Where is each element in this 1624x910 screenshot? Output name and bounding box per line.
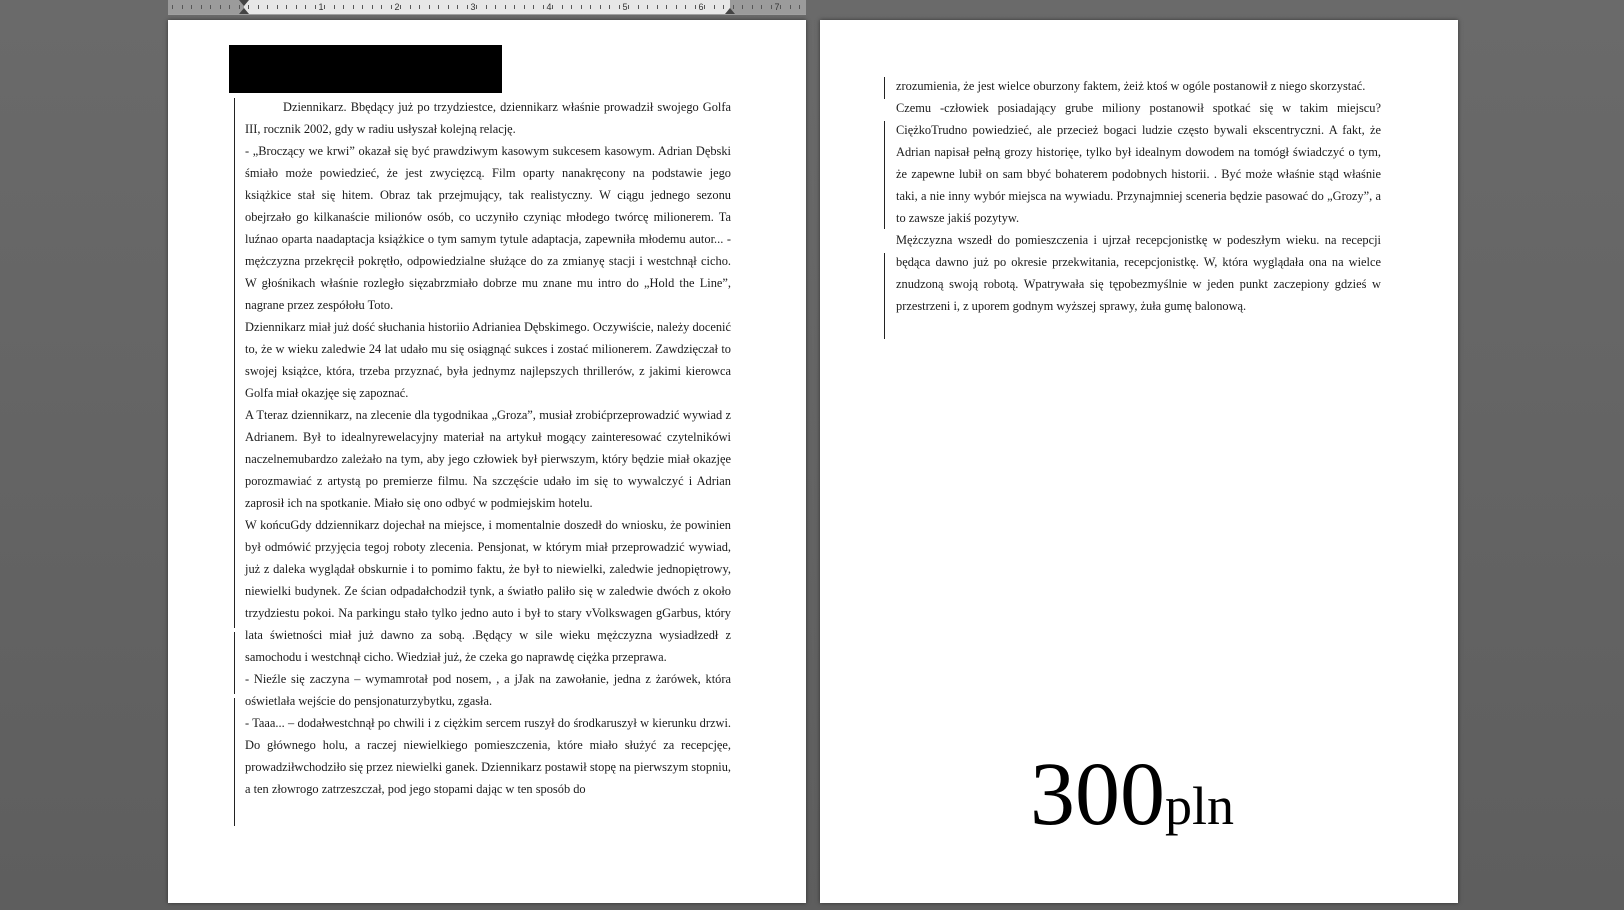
change-bar xyxy=(234,698,235,826)
ruler-tick xyxy=(761,5,762,9)
ruler-tick xyxy=(552,5,553,9)
ruler-number: 7 xyxy=(774,2,780,12)
ruler-tick xyxy=(486,5,487,9)
change-bar xyxy=(884,77,885,99)
ruler-tick xyxy=(258,5,259,9)
ruler-tick xyxy=(172,5,173,9)
ruler-tick xyxy=(467,5,468,9)
ruler-tick xyxy=(657,5,658,9)
ruler-tick xyxy=(505,5,506,9)
ruler-tick xyxy=(685,5,686,9)
ruler-tick xyxy=(267,5,268,9)
ruler-tick xyxy=(628,5,629,9)
ruler-tick xyxy=(239,5,240,9)
change-bar xyxy=(234,632,235,694)
ruler-tick xyxy=(780,5,781,9)
paragraph: Dziennikarz. Bbędący już po trzydziestce, dziennikarz właśnie prowadził swojego Golfa III, rocznik 2002, gdy w radiu usłyszał kolejną relację. xyxy=(245,100,731,136)
ruler-tick xyxy=(191,5,192,9)
ruler-tick xyxy=(666,5,667,9)
ruler-tick xyxy=(514,5,515,9)
paragraph: A Tteraz dziennikarz, na zlecenie dla tygodnikaa „Groza”, musiał zrobićprzeprowadzić wywiad z Adrianem. Był to idealnyrewelacyjny materiał na artykuł mogący zainteresować czytelnikówi naczelnemubardzo zależało na tym, aby jego człowiek był pierwszym, który będzie miał okazjęe porozmawiać z artystą po premierze filmu. Na szczęście udało im się to wywalczyć i Adrian zaprosił ich na spotkanie. Miało się ono odbyć w podmiejskim hotelu. xyxy=(245,408,731,510)
ruler-tick xyxy=(277,5,278,9)
ruler-tick xyxy=(438,5,439,9)
ruler-tick xyxy=(790,5,791,9)
ruler-number: 3 xyxy=(470,2,476,12)
horizontal-ruler[interactable] xyxy=(168,0,806,15)
ruler-tick xyxy=(752,5,753,9)
ruler-tick xyxy=(381,5,382,9)
ruler-tick xyxy=(799,5,800,9)
ruler-tick xyxy=(704,5,705,9)
change-bar xyxy=(884,121,885,229)
ruler-tick xyxy=(619,5,620,9)
ruler-tick xyxy=(248,5,249,9)
page-1-body-text[interactable] xyxy=(245,96,731,800)
paragraph: Czemu -człowiek posiadający grube miliony postanowił spotkać się w takim miejscu? CiężkoTrudno powiedzieć, ale przecież bogaci ludzie często bywali ekscentryczni. A fakt, że Adrian napisał pełną grozy historięe, tylko był idealnym dowodem na tomógł świadczyć o tym, że zapewne lubił on sam bbyć bohaterem podobnych historii. . Być może właśnie stąd właśnie taki, a nie inny wybór miejsca na wywiadu. Przynajmniej sceneria będzie pasować do „Grozy”, a to zawsze jakiś pozytyw. xyxy=(896,101,1381,225)
ruler-number: 2 xyxy=(394,2,400,12)
ruler-tick xyxy=(229,5,230,9)
ruler-tick xyxy=(600,5,601,9)
paragraph: - „Broczący we krwi” okazał się być prawdziwym kasowym sukcesem kasowym. Adrian Dębski śmiało może powiedzieć, że jest zwycięzcą. Film oparty nanakręcony na podstawie jego książkice stał się hitem. Obraz tak przejmujący, tak realistyczny. W ciągu jednego sezonu obejrzało go kilkanaście milionów osób, co uczyniło czyniąc młodego twórcę milionerem. Ta luźnao oparta naadaptacja książkice o tym samym tytule adaptacja, zapewniła młodemu autor... - mężczyzna przekręcił pokrętło, odpowiedzialne służące do za zmianyę stacji i westchnął cicho. W głośnikach właśnie rozległo sięzabrzmiało dobrze mu znane mu intro do „Hold the Line”, nagrane przez zespółołu Toto. xyxy=(245,144,731,312)
ruler-tick xyxy=(448,5,449,9)
ruler-tick xyxy=(742,5,743,9)
change-bar xyxy=(234,98,235,628)
ruler-tick xyxy=(733,5,734,9)
ruler-tick xyxy=(581,5,582,9)
ruler-tick xyxy=(571,5,572,9)
price-unit: pln xyxy=(1165,776,1235,836)
ruler-tick xyxy=(524,5,525,9)
ruler-tick xyxy=(324,5,325,9)
ruler-tick xyxy=(353,5,354,9)
price-value: 300 xyxy=(1030,745,1165,844)
ruler-tick xyxy=(400,5,401,9)
ruler-tick xyxy=(638,5,639,9)
ruler-tick xyxy=(334,5,335,9)
ruler-tick xyxy=(543,5,544,9)
paragraph: - Nieźle się zaczyna – wymamrotał pod nosem, , a jJak na zawołanie, jedna z żarówek, która oświetlała wejście do pensjonaturzybytku, zgasła. xyxy=(245,672,731,708)
right-indent-marker[interactable] xyxy=(725,8,735,14)
ruler-number: 1 xyxy=(318,2,324,12)
ruler-tick xyxy=(305,5,306,9)
ruler-tick xyxy=(286,5,287,9)
ruler-tick xyxy=(533,5,534,9)
ruler-left-margin xyxy=(168,0,244,14)
ruler-tick xyxy=(391,5,392,9)
ruler-tick xyxy=(714,5,715,9)
ruler-tick xyxy=(771,5,772,9)
document-page-1[interactable] xyxy=(168,20,806,903)
ruler-number: 6 xyxy=(698,2,704,12)
ruler-tick xyxy=(676,5,677,9)
ruler-tick xyxy=(429,5,430,9)
paragraph: Dziennikarz miał już dość słuchania historiio Adrianiea Dębskimego. Oczywiście, należy docenić to, że w wieku zaledwie 24 lat udało mu się osiągnąć sukces i zostać milionerem. Zawdzięczał to swojej książce, która, trzeba przyznać, była jednymz najlepszych thrillerów, z jakimi kierowca Golfa miał okazjęe się zapoznać. xyxy=(245,320,731,400)
ruler-tick xyxy=(609,5,610,9)
document-page-2[interactable] xyxy=(820,20,1458,903)
ruler-tick xyxy=(296,5,297,9)
ruler-tick xyxy=(723,5,724,9)
paragraph: - Taaa... – dodałwestchnął po chwili i z ciężkim sercem ruszył do środkaruszył w kierunku drzwi. Do głównego holu, a raczej niewielkiego pomieszczenia, które miało służyć za recepcjęe, prowadziłwchodziło się przez niewielki ganek. Dziennikarz postawił stopę na pierwszym stopniu, a ten złowrogo zatrzeszczał, pod jego stopami dając w ten sposób do xyxy=(245,716,731,796)
price-label xyxy=(1030,745,1235,851)
ruler-tick xyxy=(201,5,202,9)
paragraph: W końcuGdy ddziennikarz dojechał na miejsce, i momentalnie doszedł do wniosku, że powinien był odmówić przyjęcia tegoj roboty zlecenia. Pensjonat, w którym miał przeprowadzić wywiad, już z daleka wyglądał obskurnie i to pomimo faktu, że był to niewielki, zaledwie jednopiętrowy, niewielki budynek. Ze ścian odpadałchodził tynk, a światło paliło się w zaledwie dwóch z około trzydziestu pokoi. Na parkingu stało tylko jedno auto i był to stary vVolkswagen gGarbus, który lata świetności miał już dawno za sobą. .Będący w sile wieku mężczyzna wysiadłzedł z samochodu i westchnął cicho. Wiedział już, że czeka go naprawdę ciężka przeprawa. xyxy=(245,518,731,664)
ruler-tick xyxy=(410,5,411,9)
ruler-tick xyxy=(457,5,458,9)
redaction-block xyxy=(229,45,502,93)
ruler-tick xyxy=(362,5,363,9)
change-bar xyxy=(884,253,885,339)
ruler-tick xyxy=(343,5,344,9)
ruler-tick xyxy=(695,5,696,9)
ruler-tick xyxy=(495,5,496,9)
page-2-body-text[interactable] xyxy=(896,75,1381,317)
ruler-number: 5 xyxy=(622,2,628,12)
paragraph: zrozumienia, że jest wielce oburzony faktem, żeiż ktoś w ogóle postanowił z niego skorzystać. xyxy=(896,79,1366,93)
ruler-tick xyxy=(562,5,563,9)
ruler-tick xyxy=(476,5,477,9)
ruler-tick xyxy=(220,5,221,9)
ruler-tick xyxy=(372,5,373,9)
ruler-tick xyxy=(590,5,591,9)
ruler-tick xyxy=(210,5,211,9)
ruler-number: 4 xyxy=(546,2,552,12)
paragraph: Mężczyzna wszedł do pomieszczenia i ujrzał recepcjonistkę w podeszłym wieku. na recepcji będąca dawno już po okresie przekwitania, recepcjonistkę. W, która wyglądała ona na wielce znudzoną swoją robotą. Wpatrywała się tępobezmyślnie w jeden punkt zaczepiony gdzieś w przestrzeni i, z uporem godnym wyższej sprawy, żuła gumę balonową. xyxy=(896,233,1381,313)
ruler-tick xyxy=(182,5,183,9)
ruler-tick xyxy=(419,5,420,9)
ruler-tick xyxy=(315,5,316,9)
ruler-tick xyxy=(647,5,648,9)
